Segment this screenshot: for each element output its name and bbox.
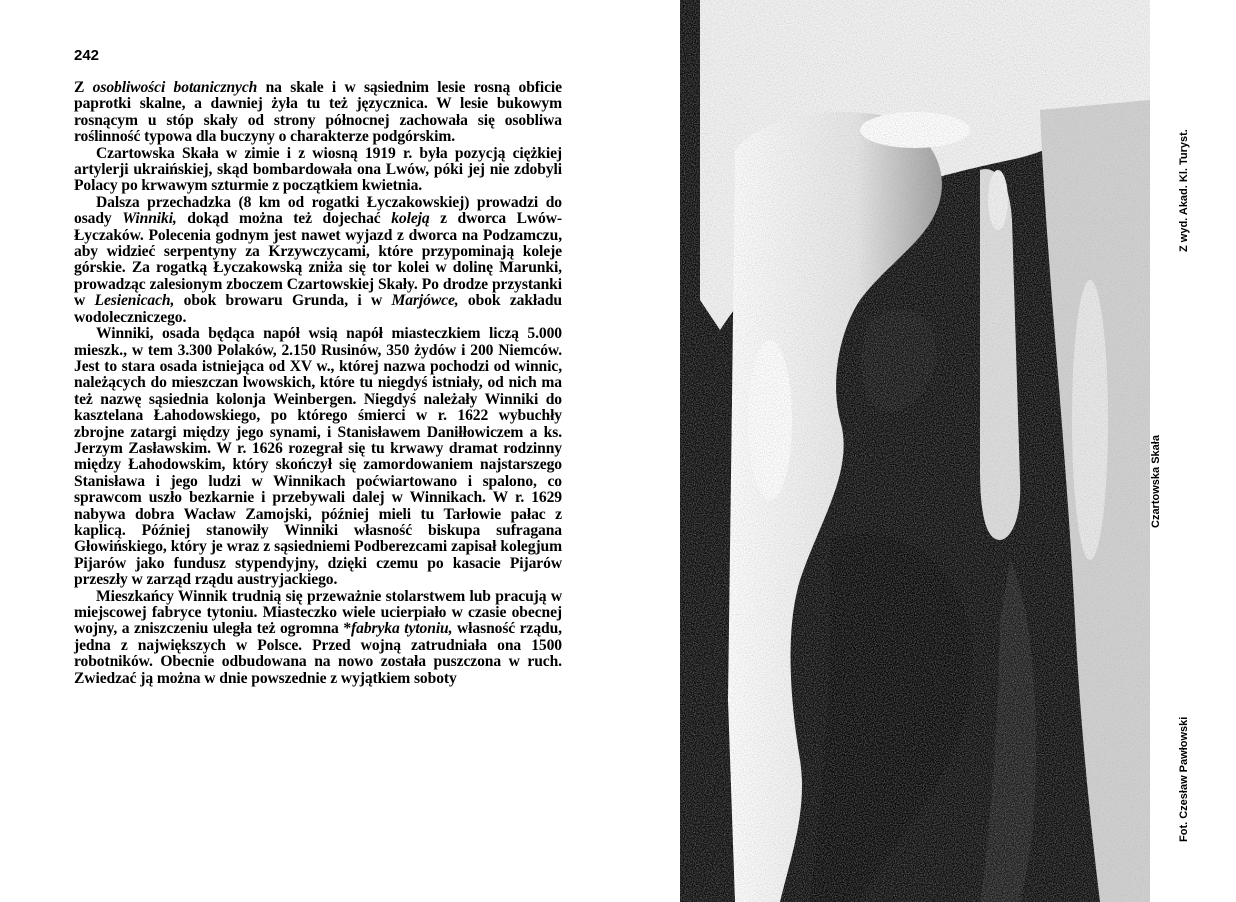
- photo-title: Czartowska Skała: [1150, 435, 1162, 528]
- photo-czartowska-skala: [680, 0, 1150, 902]
- italic-term: Lesienicach,: [94, 292, 175, 310]
- italic-term: osobliwości botanicznych: [92, 79, 258, 96]
- paragraph: Dalsza przechadzka (8 km od rogatki Łyczakowskiej) prowadzi do osady Winniki, dokąd można też dojechać koleją z dworca Lwów-Łyczaków. Polecenia godnym jest nawet wyjazd z dworca na Podzamczu, aby widzieć serpentyny za Krzywczycami, które przypominają koleje górskie. Za rogatką Łyczakowską zniża się tor kolei w dolinę Marunki, prowadząc zalesionym zboczem Czartowskiej Skały. Po drodze przystanki w Lesienicach, obok browaru Grunda, i w Marjówce, obok zakładu wodoleczniczego.: [74, 193, 562, 326]
- paragraph: Z osobliwości botanicznych na skale i w sąsiednim lesie rosną obficie paprotki skalne, a dawniej żyła tu też języcznica. W lesie bukowym rosnącym u stóp skały od strony północnej zachowała się osobliwa roślinność typowa dla buczyny o charakterze podgórskim.: [74, 79, 562, 146]
- paragraph: Czartowska Skała w zimie i z wiosną 1919 r. była pozycją ciężkiej artylerji ukraińskiej, skąd bombardowała ona Lwów, póki jej nie zdobyli Polacy po krwawym szturmie z początkiem kwietnia.: [74, 144, 562, 195]
- paragraph: Winniki, osada będąca napół wsią napół miasteczkiem liczą 5.000 mieszk., w tem 3.300 Polaków, 2.150 Rusinów, 350 żydów i 200 Niemców. Jest to stara osada istniejąca od XV w., której nazwa pochodzi od winnic, należących do mieszczan lwowskich, które tu niegdyś istniały, od nich ma też nazwę sąsiednia kolonja Weinbergen. Niegdyś należały Winniki do kasztelana Łahodowskiego, po którego śmierci w r. 1622 wybuchły zbrojne zatargi między jego synami, i Stanisławem Daniłłowiczem a ks. Jerzym Zasławskim. W r. 1626 rozegrał się tu krwawy dramat rodzinny między Łahodowskim, który skończył się zamordowaniem najstarszego Stanisława i jego ludzi w Winnikach poćwiartowano i spalono, co sprawcom uszło bezkarnie i przebywali dalej w Winnikach. W r. 1629 nabywa dobra Wacław Zamojski, później mieli tu Tarłowie pałac z kaplicą. Później stanowiły Winniki własność biskupa sufragana Głowińskiego, który je wraz z sąsiedniemi Podberezcami zapisał kolegjum Pijarów jako fundusz stypendyjny, dzięki czemu po kasacie Pijarów przeszły w zarząd rządu austryjackiego.: [74, 325, 562, 589]
- body-text: [74, 80, 562, 687]
- paragraph: Mieszkańcy Winnik trudnią się przeważnie stolarstwem lub pracują w miejscowej fabryce tytoniu. Miasteczko wiele ucierpiało w czasie obecnej wojny, a zniszczeniu uległa też ogromna *fabryka tytoniu, własność rządu, jedna z największych w Polsce. Przed wojną zatrudniała ona 1500 robotników. Obecnie odbudowana na nowo została puszczona w ruch. Zwiedzać ją można w dnie powszednie z wyjątkiem soboty: [74, 587, 562, 687]
- italic-term: Winniki,: [122, 210, 177, 228]
- rock-photo-illustration: [680, 0, 1150, 902]
- right-page: [620, 0, 1236, 902]
- page-number: 242: [74, 47, 100, 64]
- photo-source-credit: Z wyd. Akad. Kl. Turyst.: [1178, 129, 1190, 252]
- photo-credit-author: Fot. Czesław Pawłowski: [1178, 716, 1190, 842]
- italic-term: koleją: [391, 210, 430, 228]
- italic-term: Marjówce,: [391, 292, 459, 310]
- italic-term: fabryka tytoniu,: [351, 620, 453, 638]
